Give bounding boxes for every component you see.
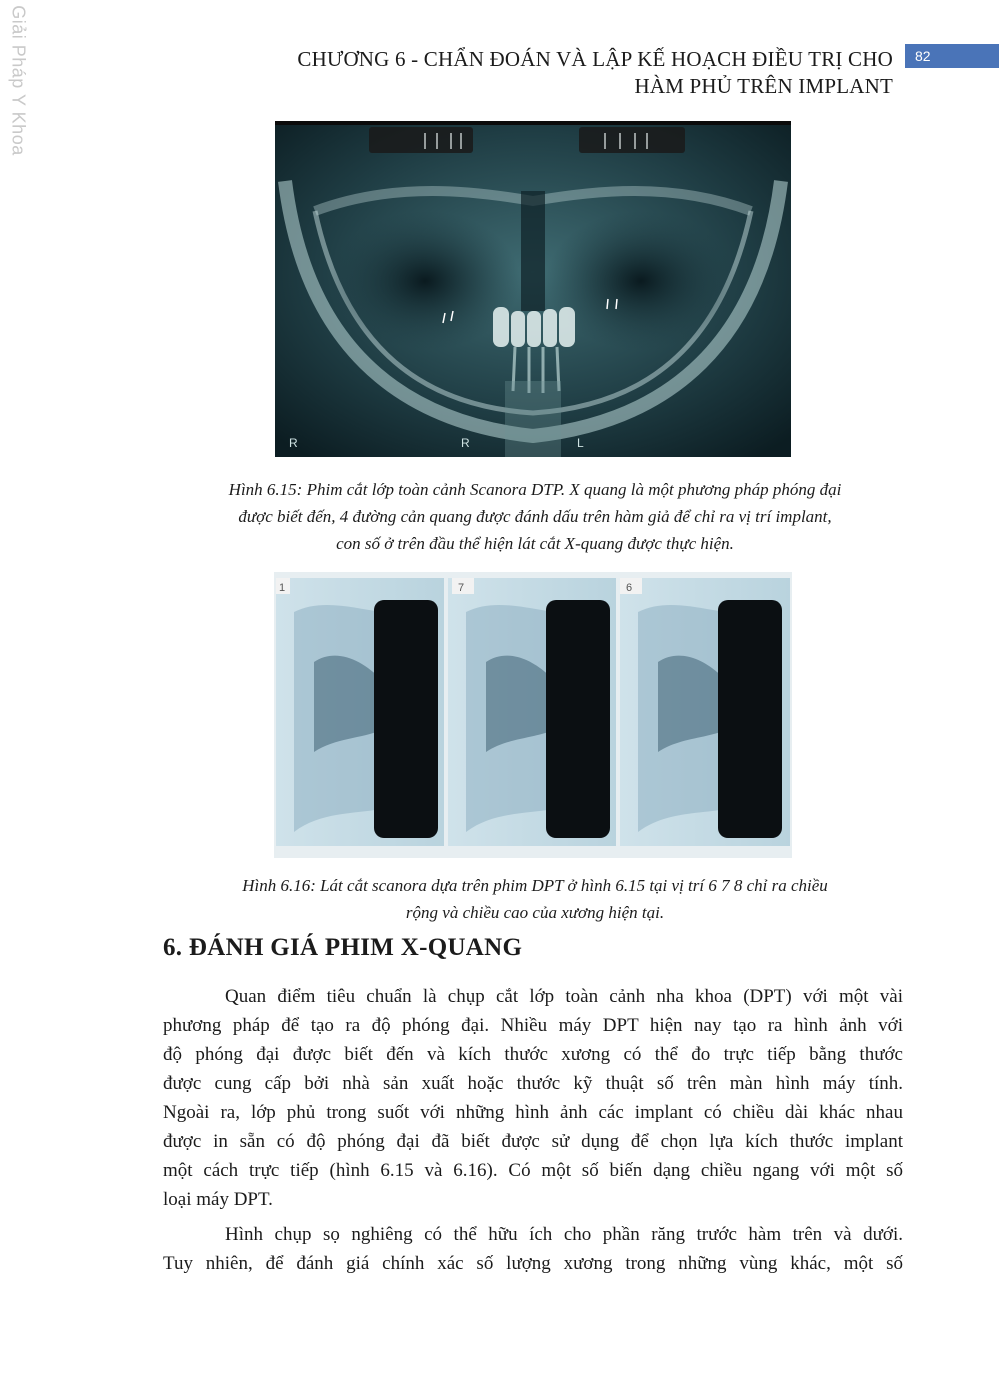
paragraph-1 — [163, 982, 903, 1214]
slice-number-2: 7 — [458, 582, 465, 594]
panoramic-xray-drawing — [275, 121, 791, 457]
paragraph-line: một cách trực tiếp (hình 6.15 và 6.16). Có một số biến dạng chiều ngang với một số — [163, 1160, 903, 1181]
slice-number-3: 6 — [626, 582, 633, 594]
paragraph-line: được cung cấp bởi nhà sản xuất hoặc thước kỹ thuật số trên màn hình máy tính. — [163, 1073, 903, 1094]
marker-r-center: R — [461, 436, 470, 450]
caption-line: con số ở trên đầu thể hiện lát cắt X-quang được thực hiện. — [336, 534, 734, 553]
caption-line: được biết đến, 4 đường cản quang được đánh dấu trên hàm giả để chỉ ra vị trí implant, — [238, 507, 832, 526]
paragraph-line: loại máy DPT. — [163, 1189, 273, 1210]
side-watermark: Giải Pháp Y Khoa — [8, 5, 29, 156]
marker-l-center: L — [577, 436, 584, 450]
chapter-title — [193, 46, 893, 100]
caption-line: Hình 6.16: Lát cắt scanora dựa trên phim DPT ở hình 6.15 tại vị trí 6 7 8 chỉ ra chiều — [242, 876, 828, 895]
paragraph-line: Hình chụp sọ nghiêng có thể hữu ích cho phần răng trước hàm trên và dưới. — [225, 1224, 903, 1245]
caption-line: Hình 6.15: Phim cắt lớp toàn cảnh Scanora DTP. X quang là một phương pháp phóng đại — [228, 480, 842, 499]
paragraph-line: Tuy nhiên, để đánh giá chính xác số lượng xương trong những vùng khác, một số — [163, 1253, 903, 1274]
slice-number-1: 1 — [279, 582, 286, 594]
paragraph-line: Ngoài ra, lớp phủ trong suốt với những hình ảnh các implant có chiều dài khác nhau — [163, 1102, 903, 1123]
scanora-slices-image — [274, 572, 792, 858]
paragraph-2 — [163, 1220, 903, 1278]
slice-panel-1 — [276, 578, 444, 846]
paragraph-line: Quan điểm tiêu chuẩn là chụp cắt lớp toàn cảnh nha khoa (DPT) với một vài — [225, 986, 903, 1007]
paragraph-line: độ phóng đại được biết đến và kích thước xương có thể đo trực tiếp bằng thước — [163, 1044, 903, 1065]
figure-6-15-caption — [140, 476, 930, 557]
slice-panel-3 — [620, 578, 790, 846]
paragraph-line: được in sẵn có độ phóng đại đã biết được sử dụng để chọn lựa kích thước implant — [163, 1131, 903, 1152]
marker-r-left: R — [289, 436, 298, 450]
slice-panel-2 — [448, 578, 616, 846]
section-heading: 6. ĐÁNH GIÁ PHIM X-QUANG — [163, 934, 523, 961]
paragraph-line: phương pháp để tạo ra độ phóng đại. Nhiều máy DPT hiện nay tạo ra hình ảnh với — [163, 1015, 903, 1036]
figure-6-16-caption — [140, 872, 930, 926]
chapter-title-line2: HÀM PHỦ TRÊN IMPLANT — [634, 74, 893, 98]
chapter-title-line1: CHƯƠNG 6 - CHẨN ĐOÁN VÀ LẬP KẾ HOẠCH ĐIỀU TRỊ CHO — [297, 47, 893, 71]
page-number-tab: 82 — [905, 44, 999, 68]
caption-line: rộng và chiều cao của xương hiện tại. — [405, 903, 665, 922]
scanora-slices-drawing — [274, 572, 792, 858]
panoramic-xray-image — [275, 121, 791, 457]
